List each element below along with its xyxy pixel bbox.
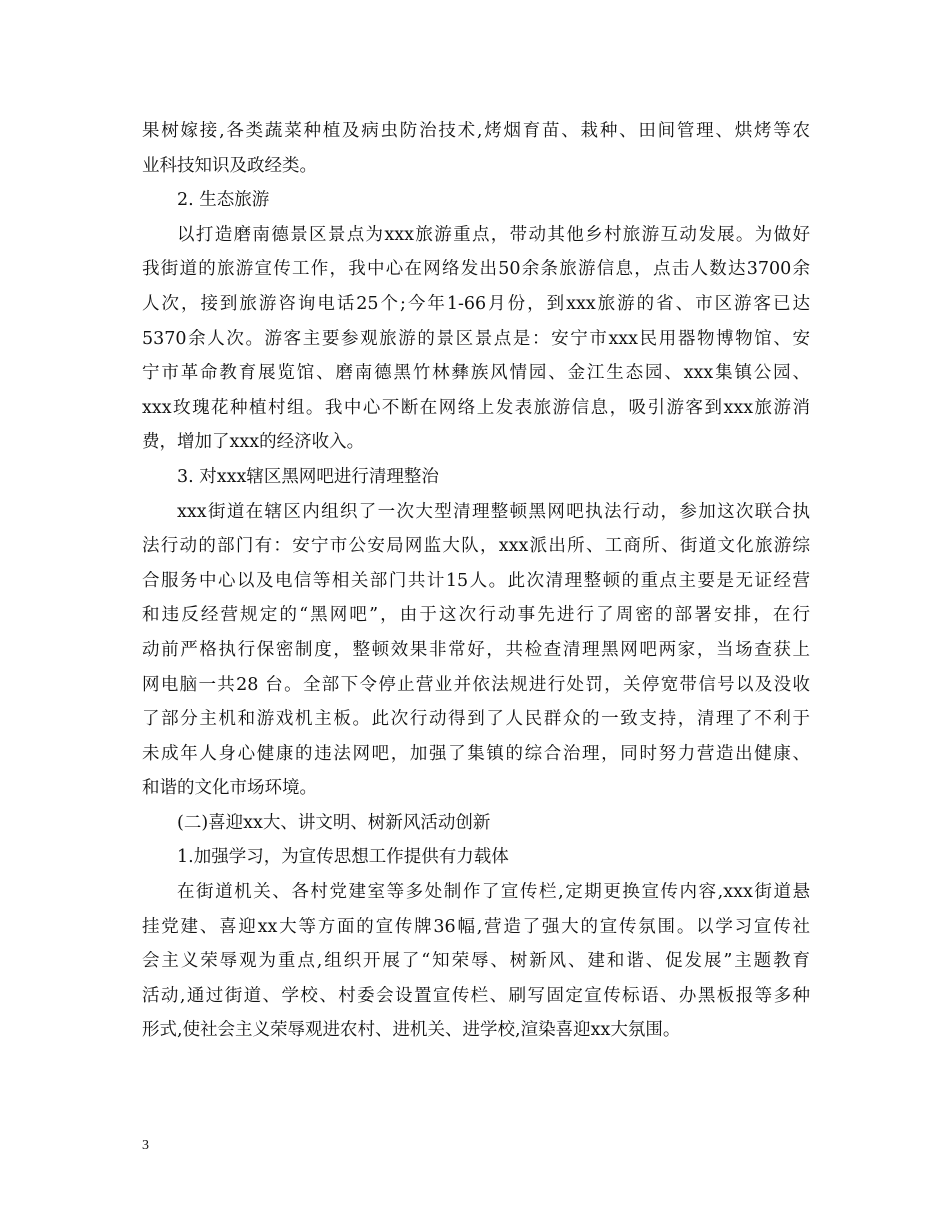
text-line: 在街道机关、各村党建室等多处制作了宣传栏,定期更换宣传内容,xxx街道悬: [177, 882, 810, 903]
text-line: 形式,使社会主义荣辱观进农村、进机关、进学校,渲染喜迎xx大氛围。: [142, 1020, 681, 1041]
document-body: [142, 114, 810, 1048]
text-line: 合服务中心以及电信等相关部门共计15人。此次清理整顿的重点主要是无证经营: [142, 570, 810, 591]
text-line: 1.加强学习，为宣传思想工作提供有力载体: [177, 847, 509, 868]
text-line: 5370余人次。游客主要参观旅游的景区景点是：安宁市xxx民用器物博物馆、安: [142, 328, 810, 349]
text-line: (二)喜迎xx大、讲文明、树新风活动创新: [177, 812, 491, 833]
text-line: 动前严格执行保密制度，整顿效果非常好，共检查清理黑网吧两家，当场查获上: [142, 639, 810, 660]
text-line: 未成年人身心健康的违法网吧，加强了集镇的综合治理，同时努力营造出健康、: [142, 743, 810, 764]
text-line: 和违反经营规定的“黑网吧”，由于这次行动事先进行了周密的部署安排，在行: [142, 605, 810, 626]
text-line: 我街道的旅游宣传工作，我中心在网络发出50余条旅游信息，点击人数达3700余: [142, 259, 810, 280]
text-line: 2. 生态旅游: [177, 190, 270, 211]
text-line: 人次，接到旅游咨询电话25个;今年1-66月份，到xxx旅游的省、市区游客已达: [142, 293, 810, 314]
text-line: 果树嫁接,各类蔬菜种植及病虫防治技术,烤烟育苗、栽种、田间管理、烘烤等农: [142, 121, 810, 141]
text-line: 会主义荣辱观为重点,组织开展了“知荣辱、树新风、建和谐、促发展”主题教育: [142, 951, 810, 972]
text-line: 宁市革命教育展览馆、磨南德黑竹林彝族风情园、金江生态园、xxx集镇公园、: [142, 363, 810, 384]
text-line: xxx玫瑰花种植村组。我中心不断在网络上发表旅游信息，吸引游客到xxx旅游消: [142, 397, 810, 418]
text-line: 以打造磨南德景区景点为xxx旅游重点，带动其他乡村旅游互动发展。为做好: [177, 224, 810, 245]
text-line: xxx街道在辖区内组织了一次大型清理整顿黑网吧执法行动，参加这次联合执: [177, 501, 810, 522]
text-line: 活动,通过街道、学校、村委会设置宣传栏、刷写固定宣传标语、办黑板报等多种: [142, 985, 810, 1006]
text-line: 和谐的文化市场环境。: [142, 778, 317, 799]
text-line: 业科技知识及政经类。: [142, 155, 317, 176]
text-line: 法行动的部门有：安宁市公安局网监大队，xxx派出所、工商所、街道文化旅游综: [142, 536, 810, 557]
text-line: 3. 对xxx辖区黑网吧进行清理整治: [177, 466, 439, 487]
text-line: 了部分主机和游戏机主板。此次行动得到了人民群众的一致支持，清理了不利于: [142, 709, 810, 730]
text-line: 费，增加了xxx的经济收入。: [142, 432, 365, 453]
text-line: 挂党建、喜迎xx大等方面的宣传牌36幅,营造了强大的宣传氛围。以学习宣传社: [142, 916, 810, 937]
page-number: 3: [142, 1138, 149, 1153]
text-line: 网电脑一共28 台。全部下令停止营业并依法规进行处罚，关停宽带信号以及没收: [142, 674, 810, 695]
